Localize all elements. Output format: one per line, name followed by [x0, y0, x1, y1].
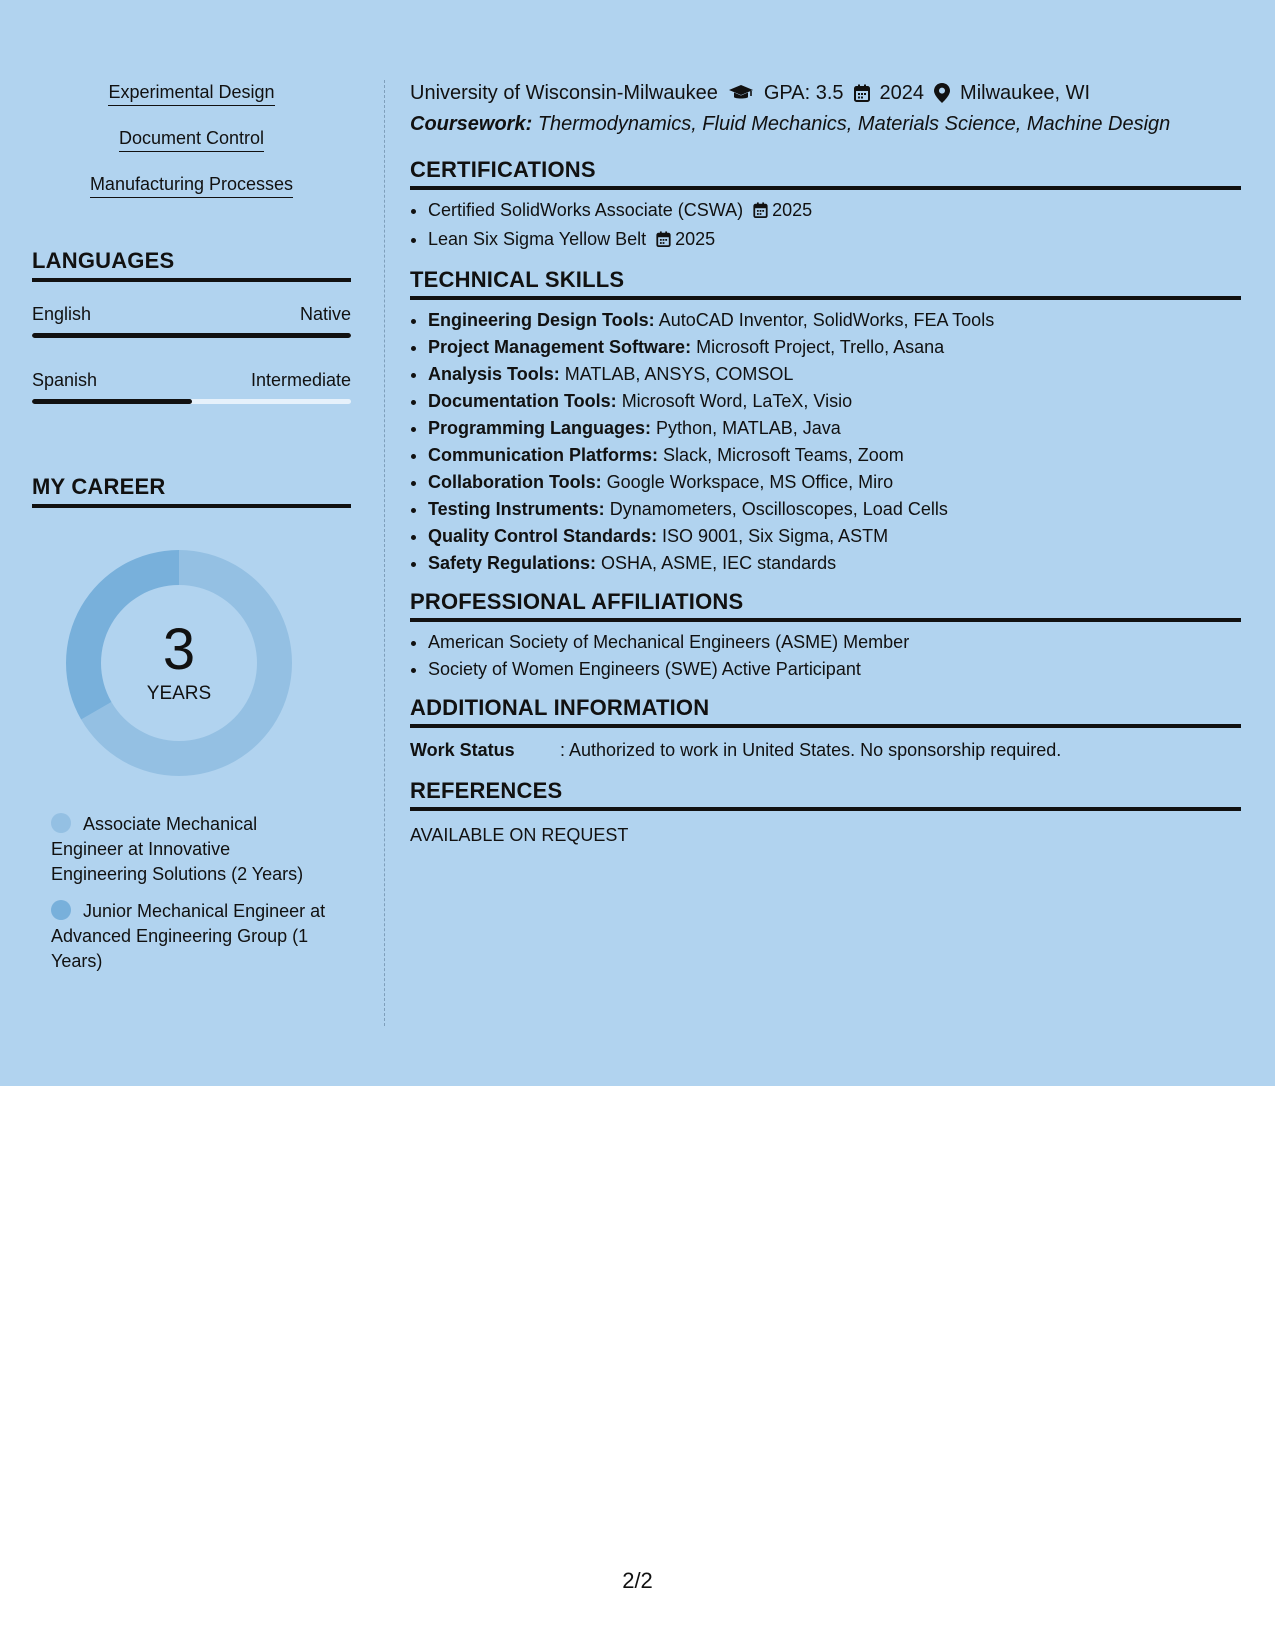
language-proficiency-fill [32, 333, 351, 338]
references-text: AVAILABLE ON REQUEST [410, 825, 629, 845]
affiliations-list [410, 629, 1241, 683]
school-name: University of Wisconsin-Milwaukee [410, 82, 718, 104]
page-number: 2/2 [622, 1568, 653, 1593]
career-legend-item [51, 812, 331, 887]
coursework-label: Coursework: [410, 113, 533, 135]
languages-heading: LANGUAGES [32, 248, 351, 282]
skill-category: Safety Regulations: [428, 553, 597, 573]
affiliation-item: • American Society of Mechanical Engineers (ASME) Member [428, 629, 1241, 656]
skill-category: Communication Platforms: [428, 445, 659, 465]
affiliations-heading: PROFESSIONAL AFFILIATIONS [410, 589, 1241, 622]
sidebar [32, 80, 351, 986]
coursework [410, 111, 1241, 137]
career-years-label: YEARS [146, 683, 212, 704]
skill-values: Slack, Microsoft Teams, Zoom [663, 445, 904, 465]
skill-values: MATLAB, ANSYS, COMSOL [564, 364, 794, 384]
career-item-text: Junior Mechanical Engineer at Advanced Engineering Group (1 Years) [51, 901, 326, 971]
certification-item [428, 226, 1241, 255]
skill-category: Project Management Software: [428, 337, 692, 357]
skill-item: Document Control [119, 126, 264, 152]
skill-row [428, 334, 1241, 361]
skill-row [428, 550, 1241, 577]
school-location: Milwaukee, WI [960, 82, 1091, 104]
column-divider [384, 80, 385, 1026]
location-pin-icon [934, 83, 950, 103]
language-name: Spanish [32, 370, 98, 390]
career-heading: MY CAREER [32, 474, 351, 508]
language-level: Native [299, 304, 351, 324]
work-status-row [410, 738, 1241, 762]
technical-skills-heading: TECHNICAL SKILLS [410, 267, 1241, 300]
certification-name: Certified SolidWorks Associate (CSWA) [428, 200, 744, 220]
calendar-icon [753, 199, 768, 226]
work-status-label: Work Status [410, 740, 515, 760]
skill-item: Manufacturing Processes [90, 172, 293, 198]
skill-values: Microsoft Project, Trello, Asana [696, 337, 945, 357]
coursework-list: Thermodynamics, Fluid Mechanics, Materials Science, Machine Design [537, 113, 1171, 135]
skill-values: Google Workspace, MS Office, Miro [606, 472, 894, 492]
donut-center [66, 550, 292, 776]
certification-year: 2025 [675, 229, 716, 249]
skill-row [428, 388, 1241, 415]
language-level: Intermediate [250, 370, 351, 390]
skill-values: Microsoft Word, LaTeX, Visio [621, 391, 853, 411]
skill-values: Dynamometers, Oscilloscopes, Load Cells [609, 499, 948, 519]
language-name: English [32, 304, 92, 324]
skill-values: AutoCAD Inventor, SolidWorks, FEA Tools [658, 310, 995, 330]
skill-row [428, 496, 1241, 523]
skill-values: ISO 9001, Six Sigma, ASTM [662, 526, 889, 546]
language-proficiency-bar [32, 333, 351, 338]
skill-category: Collaboration Tools: [428, 472, 602, 492]
skill-values: Python, MATLAB, Java [656, 418, 841, 438]
language-spanish [32, 368, 351, 404]
education-line [410, 80, 1241, 106]
certifications-heading: CERTIFICATIONS [410, 157, 1241, 190]
skill-item: Experimental Design [108, 80, 274, 106]
graduation-year: 2024 [879, 82, 925, 104]
main-content [410, 80, 1241, 847]
certification-item [428, 197, 1241, 226]
career-legend [51, 812, 331, 974]
references-heading: REFERENCES [410, 778, 1241, 811]
career-item-text: Associate Mechanical Engineer at Innovative Engineering Solutions (2 Years) [51, 814, 304, 884]
language-proficiency-bar [32, 399, 351, 404]
skill-category: Testing Instruments: [428, 499, 605, 519]
skill-row [428, 361, 1241, 388]
skill-category: Engineering Design Tools: [428, 310, 655, 330]
skill-row [428, 469, 1241, 496]
skill-category: Programming Languages: [428, 418, 652, 438]
skill-category: Analysis Tools: [428, 364, 560, 384]
language-english [32, 302, 351, 338]
gpa: GPA: 3.5 [763, 82, 844, 104]
skill-category: Documentation Tools: [428, 391, 617, 411]
additional-info-heading: ADDITIONAL INFORMATION [410, 695, 1241, 728]
skill-row [428, 523, 1241, 550]
language-proficiency-fill [32, 399, 192, 404]
legend-dot [51, 900, 71, 920]
legend-dot [51, 813, 71, 833]
career-legend-item [51, 899, 331, 974]
skill-row [428, 415, 1241, 442]
affiliation-item: • Society of Women Engineers (SWE) Active Participant [428, 656, 1241, 683]
certification-year: 2025 [772, 200, 813, 220]
calendar-icon [656, 228, 671, 255]
calendar-icon [854, 84, 870, 102]
skill-row [428, 307, 1241, 334]
work-status-value: : Authorized to work in United States. No sponsorship required. [560, 740, 1062, 760]
skill-category: Quality Control Standards: [428, 526, 658, 546]
career-donut-chart [66, 550, 292, 776]
certification-name: Lean Six Sigma Yellow Belt [428, 229, 647, 249]
technical-skills-list [410, 307, 1241, 577]
skill-values: OSHA, ASME, IEC standards [601, 553, 837, 573]
certifications-list [410, 197, 1241, 255]
graduation-cap-icon [728, 84, 754, 102]
skill-row [428, 442, 1241, 469]
skill-list [32, 80, 351, 218]
career-total-years: 3 [162, 617, 196, 682]
